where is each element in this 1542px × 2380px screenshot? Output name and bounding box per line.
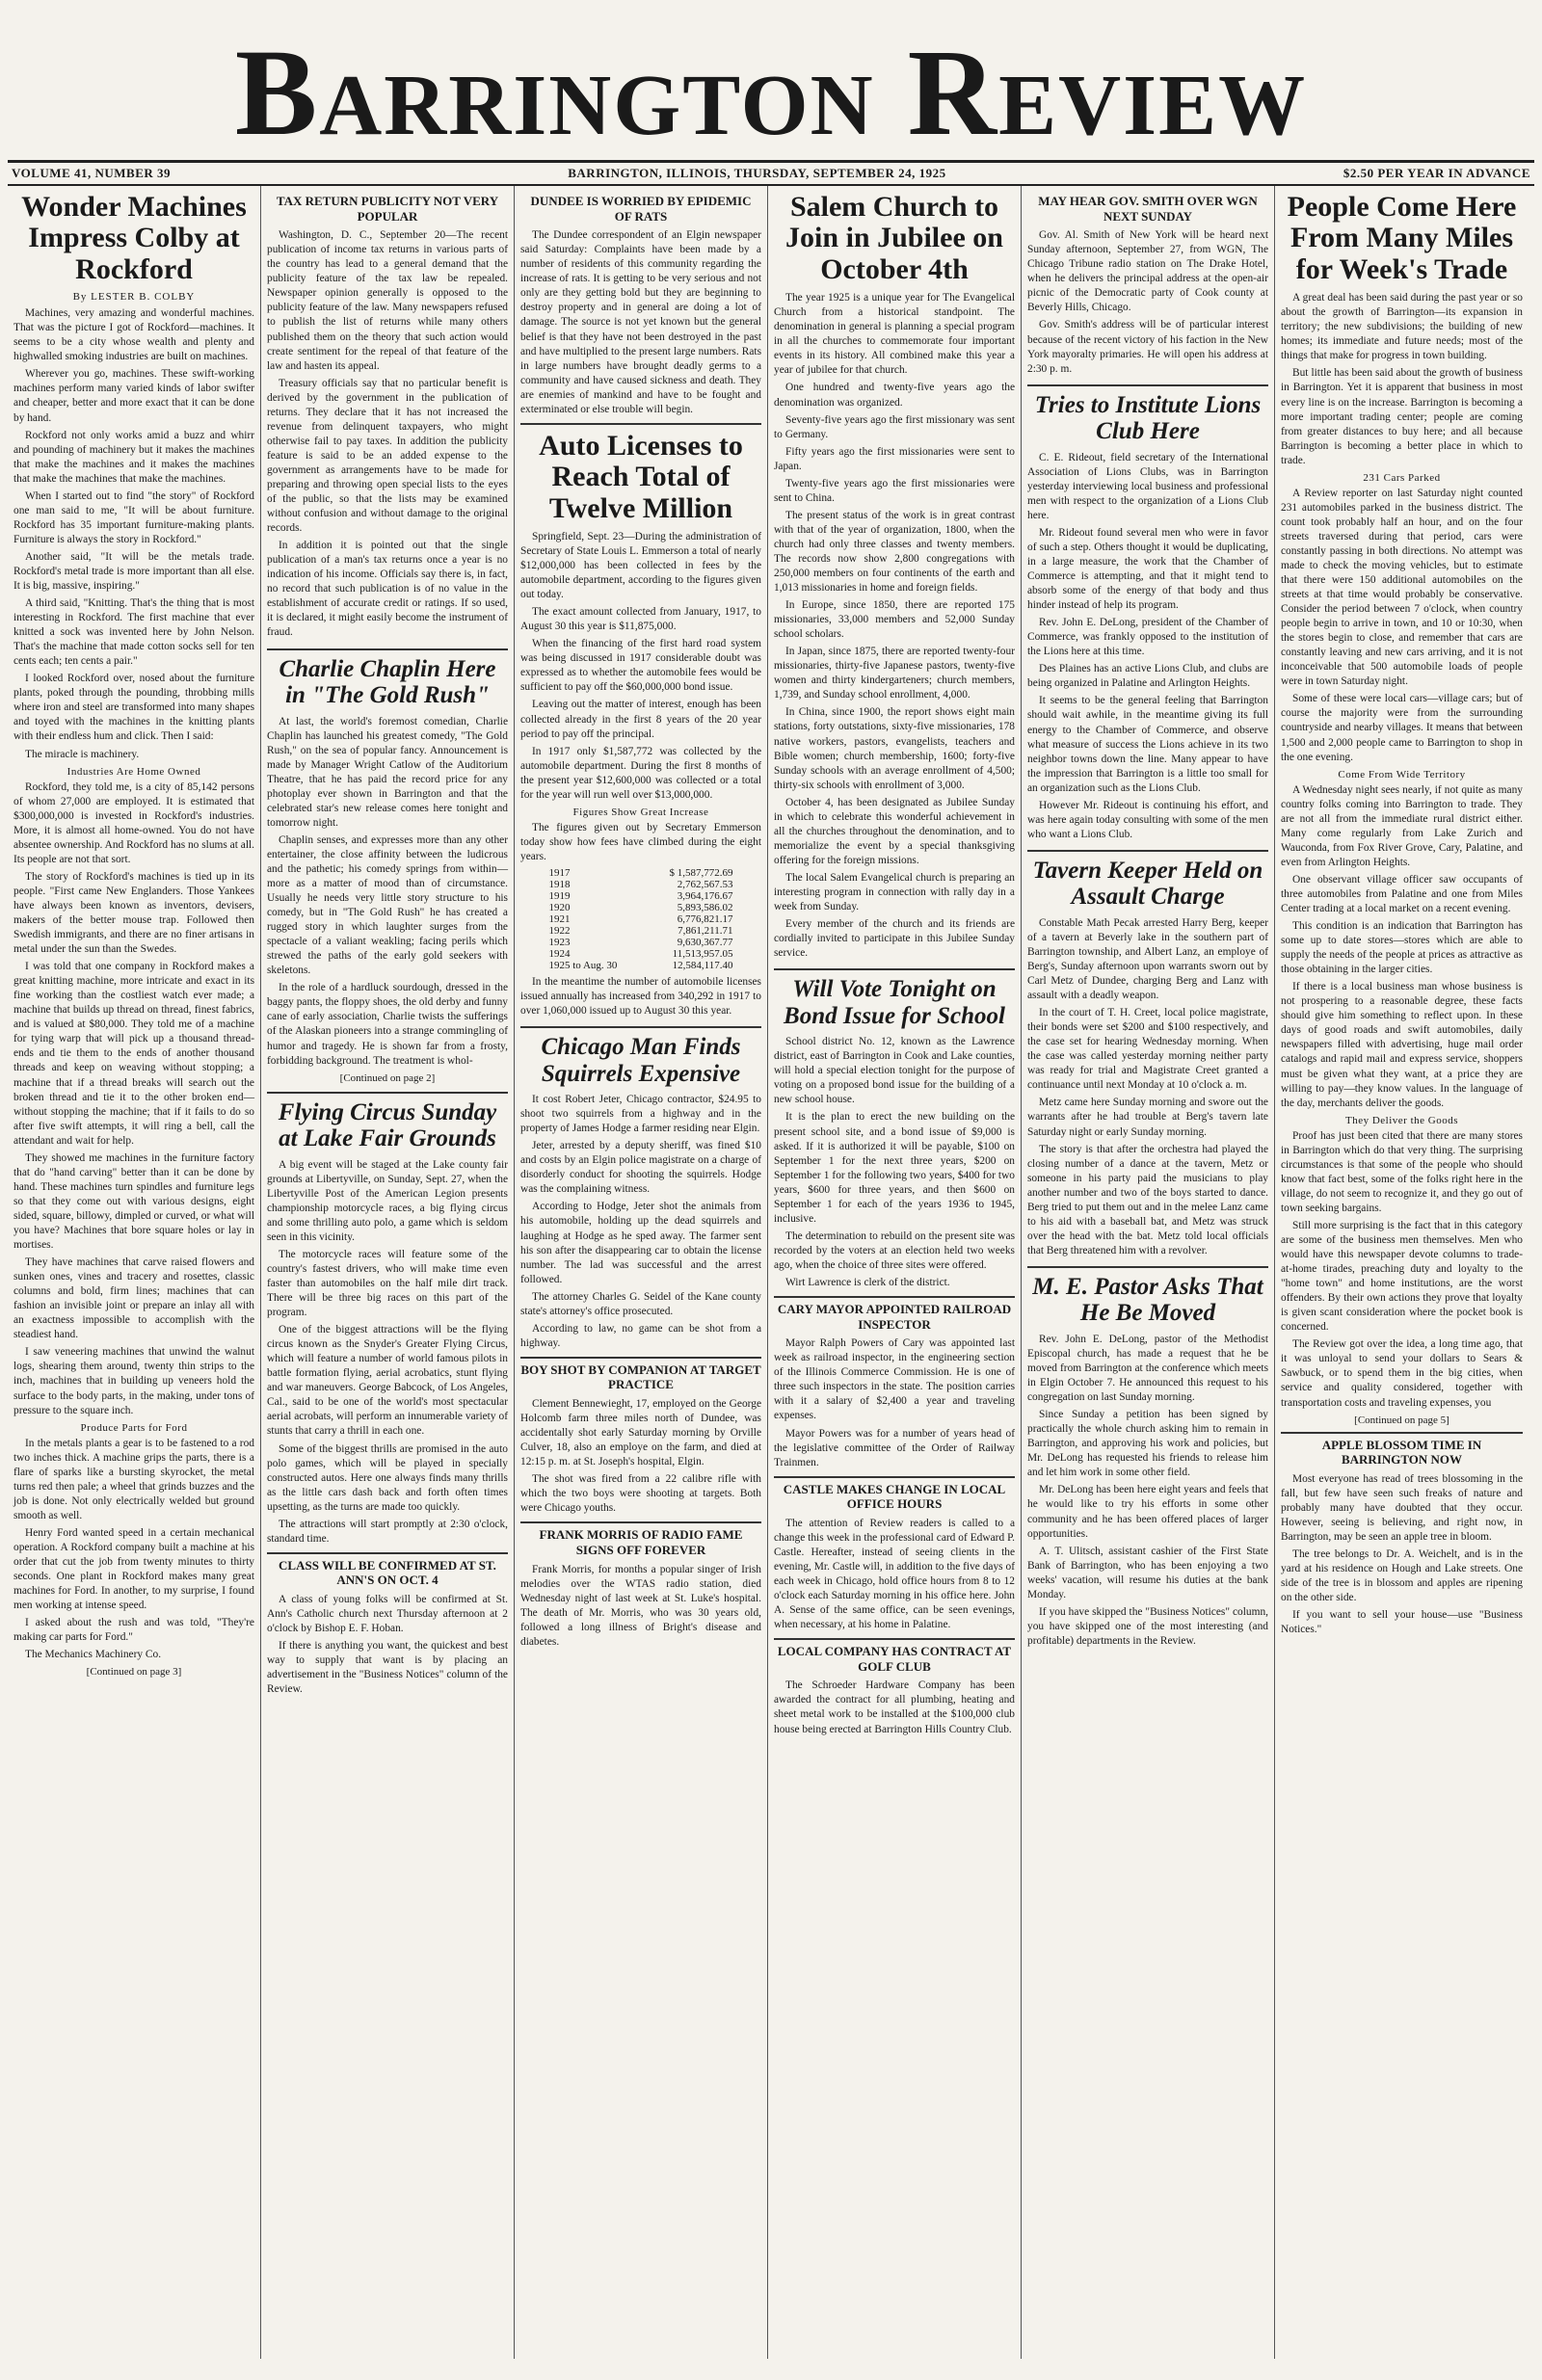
table-row	[547, 913, 735, 925]
paragraph: A Review reporter on last Saturday night counted 231 automobiles parked in the business district. The count took probably half an hour, and on the four streets traversed during that period, cars were constantly passing in both directions. No attempt was made to check the moving vehicles, but to estimate that there were 150 additional automobiles on the streets at that time would probably be conservative. Consider the period between 7 o'clock, when country people begin to arrive in town, and 10 or 10:30, when the stores begin to close, and remember that cars are constantly leaving and new cars arriving, and it is not inconceivable that 500 automobile loads of people were in town Saturday night.	[1281, 487, 1523, 688]
paragraph: Mayor Ralph Powers of Cary was appointed last week as railroad inspector, in the engineering section of the Illinois Commerce Commission. He is one of three such inspectors in the state. The position carries with it a salary of $2,400 a year and traveling expenses.	[774, 1337, 1015, 1422]
paragraph: Rev. John E. DeLong, president of the Chamber of Commerce, was frankly opposed to the institution of the Lions here at this time.	[1027, 617, 1268, 658]
paragraph: Twenty-five years ago the first missionaries were sent to China.	[774, 477, 1015, 504]
paragraph: If there is a local business man whose business is not prospering to a reasonable degree, these facts should give him something to reflect upon. In these days of good roads and swift automobiles, daily newspapers filled with advertising, huge mail order catalogs and rapid mail and express service, shoppers must be given what they want, at a price they are willing to pay—they know values. In the language of the day, merchants deliver the goods.	[1281, 981, 1523, 1109]
headline: Chicago Man Finds Squirrels Expensive	[520, 1026, 761, 1087]
article-dundee-rats	[520, 194, 761, 417]
paragraph: It cost Robert Jeter, Chicago contractor, $24.95 to shoot two squirrels from a highway and in the property of James Hodge a farmer residing near Elgin.	[520, 1094, 761, 1135]
article-squirrels	[520, 1026, 761, 1351]
article-tax-return	[267, 194, 508, 641]
table-row	[547, 925, 735, 937]
subscription-price: $2.50 PER YEAR IN ADVANCE	[1343, 166, 1530, 180]
amount-cell: 11,513,957.05	[672, 947, 733, 960]
paragraph: Rockford, they told me, is a city of 85,142 persons of whom 27,000 are employed. It is estimated that $300,000,000 is invested in Rockford's industries. More, it is almost all home-owned. You do not have absentee ownership. And Rockford has no slums at all. Its people are not that sort.	[13, 780, 254, 865]
subheading: Industries Are Home Owned	[66, 765, 201, 778]
paragraph: I saw veneering machines that unwind the walnut logs, shearing them around, twenty thin strips to the inch, machines that in building up veneers hold the surface to the body parts, in the making, under tons of pressure to the square inch.	[13, 1346, 254, 1416]
dateline	[8, 160, 1534, 186]
paragraph: In the court of T. H. Creet, local police magistrate, their bonds were set $200 and $100 respectively, and the case set for hearing Wednesday morning. When the case was called yesterday morning neither party was ready for trial and Magistrate Creet granted a continuance until next Monday at 10 o'clock a. m.	[1027, 1007, 1268, 1092]
paragraph: The Mechanics Machinery Co.	[25, 1649, 162, 1661]
headline: CASTLE MAKES CHANGE IN LOCAL OFFICE HOURS	[774, 1476, 1015, 1512]
column-4	[768, 186, 1022, 2359]
amount-cell: 12,584,117.40	[672, 959, 733, 971]
paragraph: When the financing of the first hard road system was being discussed in 1917 considerable doubt was expressed as to whether the automobile fees would be sufficient to pay off the $60,000,000 bond issue.	[520, 638, 761, 694]
column-2	[261, 186, 515, 2359]
paragraph: When I started out to find "the story" of Rockford one man said to me, "It will be about furniture. Rockford has 35 important furniture-making plants. Furniture is always the story in Rockford."	[13, 489, 254, 545]
paragraph: The year 1925 is a unique year for The Evangelical Church from a historical standpoint. The denomination in general is planning a special program in all the churches to commemorate four important events in its history. All combined make this year a year of jubilee for that church.	[774, 292, 1015, 377]
paragraph: The attention of Review readers is called to a change this week in the professional card of Edward P. Castle. Hereafter, instead of seeing clients in the evening, Mr. Castle will, in addition to the five days of each week in Chicago, hold office hours from 8 to 12 o'clock each Saturday morning in his office here. John A. Sense of the same office, can be seen evenings, when necessary, at his home in Palatine.	[774, 1517, 1015, 1631]
column-5	[1022, 186, 1275, 2359]
amount-cell: 6,776,821.17	[677, 912, 733, 925]
headline: Flying Circus Sunday at Lake Fair Grounds	[267, 1092, 508, 1152]
paragraph: A class of young folks will be confirmed at St. Ann's Catholic church next Thursday afternoon at 2 o'clock by Bishop E. F. Hoban.	[267, 1594, 508, 1635]
paragraph: Machines, very amazing and wonderful machines. That was the picture I got of Rockford—machines. It seems to be a city whose wealth and plenty and highwalled smoking industries are built on machines.	[13, 307, 254, 363]
paragraph: Still more surprising is the fact that in this category are some of the business men themselves. Men who would have this newspaper devote columns to trade-at-home tirades, preaching duty and loyalty to the "home town" and home institutions, are the worst offenders. By their own actions they prove that loyalty is given scant consideration where the pocket book is concerned.	[1281, 1219, 1523, 1334]
subheading: Come From Wide Territory	[1338, 768, 1466, 780]
column-6	[1275, 186, 1529, 2359]
paragraph: In the metals plants a gear is to be fastened to a rod two inches thick. A machine grips the parts, there is a flare of sparks like a bursting skyrocket, the metal turns red then pale; a wheel that grinds buzzes and the job is done. Not only electrically welded but ground smooth as well.	[13, 1437, 254, 1521]
table-row	[547, 960, 735, 971]
paragraph: If there is anything you want, the quickest and best way to supply that want is by placing an advertisement in the "Business Notices" column of the Review.	[267, 1640, 508, 1696]
article-me-pastor	[1027, 1266, 1268, 1649]
paragraph: It seems to be the general feeling that Barrington should wait awhile, in the meantime giving its full energy to the Chamber of Commerce, and observe what measure of success the Lions achieve in its two neighbor towns down the line. Many appear to have the impression that Barrington is a little too small for an organization such as the Lions Club.	[1027, 695, 1268, 794]
paragraph: Most everyone has read of trees blossoming in the fall, but few have seen such freaks of nature and probably many have doubted that they occur. However, seeing is believing, and right now, in Barrington, may be seen an apple tree in bloom.	[1281, 1472, 1523, 1543]
year-cell: 1919	[548, 889, 571, 902]
paragraph: A third said, "Knitting. That's the thing that is most interesting in Rockford. The first machine that ever knitted a sock was invented here by John Nelson. That's the machine that made cotton socks sell for ten cents each; ten cents a pair."	[13, 597, 254, 668]
paragraph: Proof has just been cited that there are many stores in Barrington which do that very thing. The surprising circumstances is that some of the people who should know that fact best, some of the folks right here in the village, do not seem to recognize it, and they go out of town seeking bargains.	[1281, 1129, 1523, 1214]
paragraph: At last, the world's foremost comedian, Charlie Chaplin has launched his greatest comedy, "The Gold Rush," on the sea of popular fancy. Announcement is made by Manager Wright Catlow of the Auditorium Theatre, that he has paid the record price for any photoplay ever shown in Barrington and that the celebrated star's new release comes here tonight and tomorrow night.	[267, 715, 508, 829]
paragraph: Every member of the church and its friends are cordially invited to participate in this Jubilee Sunday service.	[774, 918, 1015, 960]
paragraph: One hundred and twenty-five years ago the denomination was organized.	[774, 382, 1015, 409]
paragraph: Mayor Powers was for a number of years head of the legislative committee of the Order of Railway Trainmen.	[774, 1427, 1015, 1468]
paragraph: Jeter, arrested by a deputy sheriff, was fined $10 and costs by an Elgin police magistrate on a charge of disorderly conduct for shooting the squirrels. Hodge was the complaining witness.	[520, 1140, 761, 1196]
article-boy-shot	[520, 1357, 761, 1517]
paragraph: Leaving out the matter of interest, enough has been collected already in the first 8 years of the 20 year period to pay off the principal.	[520, 699, 761, 740]
columns	[8, 186, 1534, 2359]
amount-cell: 2,762,567.53	[677, 878, 733, 890]
year-cell: 1921	[548, 912, 571, 925]
paragraph: A great deal has been said during the past year or so about the growth of Barrington—its expansion in territory; the new subdivisions; the building of new homes; its immediate and future needs; most of the things that make for progress in town building.	[1281, 292, 1523, 362]
headline: FRANK MORRIS OF RADIO FAME SIGNS OFF FOREVER	[520, 1521, 761, 1557]
paragraph: In the meantime the number of automobile licenses issued annually has increased from 340,292 in 1917 to over 1,060,000 issued up to August 30 this year.	[520, 975, 761, 1018]
headline: CLASS WILL BE CONFIRMED AT ST. ANN'S ON OCT. 4	[267, 1552, 508, 1588]
article-auto-licenses	[520, 423, 761, 1018]
article-frank-morris	[520, 1521, 761, 1649]
headline: Will Vote Tonight on Bond Issue for School	[774, 968, 1015, 1029]
table-row	[547, 937, 735, 948]
volume-number: VOLUME 41, NUMBER 39	[12, 166, 172, 180]
paragraph: Gov. Al. Smith of New York will be heard next Sunday afternoon, September 27, from WGN, The Chicago Tribune radio station on The Drake Hotel, when he delivers the principal address at the open-air picnic of the Democratic party of Cook county at Beverly Hills, Chicago.	[1027, 229, 1268, 314]
paragraph: The local Salem Evangelical church is preparing an interesting program in connection with rally day in a week from Sunday.	[774, 871, 1015, 913]
table-row	[547, 890, 735, 902]
headline: Charlie Chaplin Here in "The Gold Rush"	[267, 648, 508, 709]
headline: TAX RETURN PUBLICITY NOT VERY POPULAR	[276, 194, 499, 224]
table-row	[547, 902, 735, 913]
article-flying-circus	[267, 1092, 508, 1547]
paragraph: The determination to rebuild on the present site was recorded by the voters at an election held two weeks ago, when the choice of three sites were offered.	[774, 1230, 1015, 1271]
paragraph: Metz came here Sunday morning and swore out the warrants after he had trouble at Berg's tavern late Saturday night or early Sunday morning.	[1027, 1097, 1268, 1138]
headline: APPLE BLOSSOM TIME IN BARRINGTON NOW	[1281, 1432, 1523, 1468]
paragraph: School district No. 12, known as the Lawrence district, east of Barrington in Cook and Lake counties, will hold a special election tonight for the purpose of voting on a proposed bond issue for the building of a new school house.	[774, 1036, 1015, 1106]
amount-cell: 3,964,176.67	[677, 889, 733, 902]
paragraph: In China, since 1900, the report shows eight main stations, forty outstations, sixty-five missionaries, 178 native workers, pastors, evangelists, teachers and Bible women; church membership, 1600; forty-five Sunday schools with an average enrollment of 4,500; thirty-six schools with enrollment of 3,000.	[774, 706, 1015, 791]
paragraph: If you want to sell your house—use "Business Notices."	[1281, 1609, 1523, 1636]
headline: BOY SHOT BY COMPANION AT TARGET PRACTICE	[520, 1357, 761, 1392]
paragraph: Springfield, Sept. 23—During the administration of Secretary of State Louis L. Emmerson a total of nearly $12,000,000 has been collected in fees by the automobile department, according to the figures given out today.	[520, 530, 761, 601]
paragraph: Wirt Lawrence is clerk of the district.	[785, 1276, 950, 1288]
paragraph: They showed me machines in the furniture factory that do "hand carving" better than it can be done by hand. These machines turn spindles and furniture legs so that they come out with various designs, eight sided, square, billowy, dimpled or curved, or what will you have? Machines that bore square holes or lay in mortises.	[13, 1151, 254, 1252]
article-golf-club	[774, 1638, 1015, 1736]
place-date: BARRINGTON, ILLINOIS, THURSDAY, SEPTEMBER 24, 1925	[568, 166, 946, 180]
year-cell: 1922	[548, 924, 571, 937]
continued-note: [Continued on page 5]	[1354, 1414, 1449, 1426]
article-confirmation	[267, 1552, 508, 1698]
license-fees-table	[547, 867, 735, 971]
paragraph: The story of Rockford's machines is tied up in its people. "First came New Englanders. Those Yankees have always been known as inventors, devisers, makers of the better mouse trap. Followed then Swedish immigrants, and there are no finer artisans in metal under the sun than the Swedes.	[13, 870, 254, 956]
paragraph: This condition is an indication that Barrington has some up to date stores—stores which are able to supply the needs of the people at prices as attractive as those obtaining in the larger cities.	[1281, 920, 1523, 976]
headline: People Come Here From Many Miles for Week's Trade	[1287, 191, 1517, 285]
paragraph: Gov. Smith's address will be of particular interest because of the recent victory of his faction in the New York mayoralty primaries. He will open his address at 2:30 p. m.	[1027, 319, 1268, 375]
paragraph: Since Sunday a petition has been signed by practically the whole church asking him to remain in Barrington, and approving his work and policies, but Mr. DeLong has requested his friends to release him and let him work in some other field.	[1027, 1409, 1268, 1479]
paragraph: The story is that after the orchestra had played the closing number of a dance at the tavern, Metz or someone in his party paid the musicians to play another number and two of the boys started to dance. Berg tried to put them out and in the melee Lanz came to his aid with a baseball bat, and Metz was struck over the head with the bat. Metz told local officials that Berg threatened him with a revolver.	[1027, 1143, 1268, 1256]
paragraph: Mr. Rideout found several men who were in favor of such a step. Others thought it would be duplicating, in a large measure, the work that the Chamber of Commerce is attempting, and that it might tend to absorb some of the energy of that body and thus hinder instead of help its program.	[1027, 526, 1268, 612]
headline: CARY MAYOR APPOINTED RAILROAD INSPECTOR	[774, 1296, 1015, 1332]
year-cell: 1920	[548, 901, 571, 913]
paragraph: I was told that one company in Rockford makes a great knitting machine, more intricate and exact in its fine working than the costliest watch ever made; a machine that builds up thread on thread, finest fabrics, and is valued at $80,000. They told me of a machine for tying warp that will pick up a thousand thread-ends and tie them to the ends of another thousand threads and keep on weaving without stopping; a machine that if a thread breaks will search out the broken thread and tie it to the other broken end—without stopping the machine; that if it fails to do so after five swift attempts, it will ring a bell, call the attendant and wait for help.	[13, 961, 254, 1147]
year-cell: 1923	[548, 936, 571, 948]
amount-cell: 7,861,211.71	[678, 924, 733, 937]
article-gov-smith	[1027, 194, 1268, 377]
paragraph: Washington, D. C., September 20—The recent publication of income tax returns in various parts of the country has lead to a general demand that the publicity feature of the tax law be repealed. Newspaper opinion generally is opposed to the publicity feature of the law. Many newspapers refused to publish the list of returns while many others published them on the theory that such action would create sentiment for the repeal of that feature of the law and hasten its appeal.	[267, 229, 508, 372]
article-tavern-keeper	[1027, 850, 1268, 1258]
paragraph: In addition it is pointed out that the single publication of a man's tax returns once a year is no indication of his income. Officials say there is, in fact, no record that such publication is of no value in the establishment of accurate credit or ratings. If so used, it is declared, it might easily become the instrument of fraud.	[267, 540, 508, 639]
paragraph: A big event will be staged at the Lake county fair grounds at Libertyville, on Sunday, Sept. 27, when the Libertyville Post of the American Legion presents championship motorcycle races, a big flying circus and some thrilling auto polo, a game which is seldom seen in this vicinity.	[267, 1158, 508, 1243]
subheading: They Deliver the Goods	[1345, 1114, 1458, 1126]
article-castle-hours	[774, 1476, 1015, 1633]
article-people-come-here	[1281, 192, 1523, 1426]
paragraph: I looked Rockford over, nosed about the furniture plants, poked through the pounding, throbbing mills where iron and steel are transformed into many shapes and toyed with the machines in the knitting plants with their endless hum and click. Then I said:	[13, 673, 254, 743]
paragraph: The shot was fired from a 22 calibre rifle with which the two boys were shooting at targets. Both were Chicago youths.	[520, 1473, 761, 1515]
paragraph: The attractions will start promptly at 2:30 o'clock, standard time.	[267, 1518, 508, 1545]
headline: LOCAL COMPANY HAS CONTRACT AT GOLF CLUB	[774, 1638, 1015, 1674]
paragraph: According to law, no game can be shot from a highway.	[520, 1322, 761, 1349]
headline: Auto Licenses to Reach Total of Twelve Million	[520, 423, 761, 524]
article-apple-blossom	[1281, 1432, 1523, 1638]
paragraph: Frank Morris, for months a popular singer of Irish melodies over the WTAS radio station, died Wednesday night of last week at St. Luke's hospital. The death of Mr. Morris, who was 30 years old, followed a long illness of Bright's disease and diabetes.	[520, 1563, 761, 1648]
paragraph: Constable Math Pecak arrested Harry Berg, keeper of a tavern at Beverly lake in the southern part of Barrington township, and Albert Lanz, an employe of Berg's, Sunday afternoon upon warrants sworn out by Carl Metz of Dundee, charging Berg and Lanz with assault with a deadly weapon.	[1027, 916, 1268, 1002]
paragraph: The present status of the work is in great contrast with that of the year of organization, 1800, when the church had only three classes and twenty members. The records now show 2,800 congregations with 250,000 members on four continents of the earth and 1,013 missionaries in home and foreign fields.	[774, 509, 1015, 595]
paragraph: One observant village officer saw occupants of three automobiles from Palatine and one from Miles Center trading at a local market on a recent evening.	[1281, 873, 1523, 914]
headline: M. E. Pastor Asks That He Be Moved	[1027, 1266, 1268, 1327]
headline: Tavern Keeper Held on Assault Charge	[1027, 850, 1268, 911]
paragraph: The Schroeder Hardware Company has been awarded the contract for all plumbing, heating and sheet metal work to be installed at the $100,000 club house being erected at Barrington Hills Country Club.	[774, 1679, 1015, 1735]
table-row	[547, 867, 735, 879]
headline: Salem Church to Join in Jubilee on October 4th	[785, 191, 1003, 285]
paragraph: The attorney Charles G. Seidel of the Kane county state's attorney's office prosecuted.	[520, 1290, 761, 1317]
paragraph: If you have skipped the "Business Notices" column, you have skipped one of the most interesting (and profitable) departments in the Review.	[1027, 1605, 1268, 1647]
paragraph: In Japan, since 1875, there are reported twenty-four missionaries, thirty-five Japanese pastors, twenty-five women and thirty kindergarteners; church members, 1,739, and Sunday school enrollment, 4,000.	[774, 646, 1015, 701]
amount-cell: 5,893,586.02	[677, 901, 733, 913]
paragraph: Mr. DeLong has been here eight years and feels that he would like to try his efforts in some other community and he has been offered places of larger opportunities.	[1027, 1484, 1268, 1540]
year-cell: 1925 to Aug. 30	[548, 959, 618, 971]
paragraph: Chaplin senses, and expresses more than any other entertainer, the close affinity between the ludicrous and the pathetic; his comedy springs from within—more as a matter of mood than of circumstance. Usually he needs very little story structure to his comedy, but in "The Gold Rush" he has created a rugged story in which laughter surges from the spectacle of a valiant weakling; facing perils which strewed the paths of the early gold seekers with skeletons.	[267, 833, 508, 977]
headline: Tries to Institute Lions Club Here	[1027, 384, 1268, 445]
article-wonder-machines	[13, 192, 254, 1678]
paragraph: The Review got over the idea, a long time ago, that it was unloyal to send your dollars to Sears & Sawbuck, or to spend them in the big cities, when service and quality considered, together with transportation costs and traveling expenses, you	[1281, 1338, 1523, 1409]
paragraph: But little has been said about the growth of business in Barrington. Yet it is apparent that business in most every line is on the increase. Barrington is becoming a more important trading center; people are coming from greater distances to buy here; and all because Barrington is becoming a better place in which to trade.	[1281, 367, 1523, 466]
paragraph: The exact amount collected from January, 1917, to August 30 this year is $11,875,000.	[520, 606, 761, 633]
paragraph: Seventy-five years ago the first missionary was sent to Germany.	[774, 413, 1015, 440]
paragraph: The motorcycle races will feature some of the country's fastest drivers, who will make time even faster than automobiles on the half mile dirt track. There will be three big races on this part of the program.	[267, 1248, 508, 1319]
continued-note: [Continued on page 3]	[86, 1666, 182, 1679]
paragraph: Rockford not only works amid a buzz and whirr and pounding of machinery but it makes the machines that make the machines and it makes the machines that make the machines that make the machines.	[13, 429, 254, 485]
paragraph: In 1917 only $1,587,772 was collected by the automobile department. During the first 8 months of the present year $12,600,000 was collected or a total for the year will run well over $13,000,000.	[520, 745, 761, 801]
paragraph: Some of these were local cars—village cars; but of course the majority were from the surrounding countryside and nearby villages. It means that between 1,500 and 2,000 people came to Barrington to shop in the one evening.	[1281, 693, 1523, 763]
table-row	[547, 879, 735, 890]
headline: Wonder Machines Impress Colby at Rockford	[21, 191, 247, 285]
paragraph: Fifty years ago the first missionaries were sent to Japan.	[774, 445, 1015, 472]
paragraph: Some of the biggest thrills are promised in the auto polo games, which will be played in specially constructed autos. Here one always finds many thrills as the little cars dash back and forth often times upsetting, as the turns are made too quickly.	[267, 1442, 508, 1513]
paragraph: One of the biggest attractions will be the flying circus known as the Snyder's Greater Flying Circus, which will feature a number of world famous pilots in battle formation flying, aerial acrobatics, stunt flying and war maneuvers. George Babcock, of Los Angeles, Cal., said to be one of the world's most spectacular aerial acrobats, will perform an innumerable variety of stunts that carry a thrill in each one.	[267, 1324, 508, 1438]
paragraph: A. T. Ulitsch, assistant cashier of the First State Bank of Barrington, who has been enjoying a two weeks' vacation, will resume his duties at the bank Monday.	[1027, 1545, 1268, 1600]
continued-note: [Continued on page 2]	[339, 1071, 436, 1084]
year-cell: 1918	[548, 878, 571, 890]
paragraph: Another said, "It will be the metals trade. Rockford's metal trade is more important than all else. It is big, massive, inspiring."	[13, 550, 254, 593]
year-cell: 1924	[548, 947, 571, 960]
paragraph: The miracle is machinery.	[25, 748, 140, 760]
paragraph: The Dundee correspondent of an Elgin newspaper said Saturday: Complaints have been made by a number of residents of this community regarding the increase of rats. It is getting to be very serious and not only are they getting bold but they are beginning to destroy property and in general are doing a lot of damage. The source is not yet known but the general belief is that they have not been destroyed in the past and have multiplied to the present large numbers. Rats in large numbers have brought deadly germs to a community and have caused sickness and death. They are enemies of mankind and have to be fought and exterminated or else trouble will begin.	[520, 229, 761, 415]
article-lions-club	[1027, 384, 1268, 842]
masthead: Barrington Review	[234, 24, 1308, 161]
article-cary-mayor	[774, 1296, 1015, 1470]
paragraph: Treasury officials say that no particular benefit is derived by the government in the publication of returns. They declare that it has not increased the revenue from delinquent taxpayers, who might otherwise fail to pay taxes. In addition the publicity feature is said to be an added expense to the government as arrangements have to be made for preparing and throwing open special lists to the eyes of the public, so that the lists may be examined without confusion and without damage to the original records.	[267, 377, 508, 535]
paragraph: Henry Ford wanted speed in a certain mechanical operation. A Rockford company built a machine at his order that cut the job from twenty minutes to thirty seconds. One plant in Rockford makes many great machines for Ford. In another, to my surprise, I found men working at intense speed.	[13, 1526, 254, 1612]
paragraph: The tree belongs to Dr. A. Weichelt, and is in the yard at his residence on Hough and Lake streets. One side of the tree is in blossom and apples are ripening on the other side.	[1281, 1547, 1523, 1604]
paragraph: However Mr. Rideout is continuing his effort, and was here again today consulting with some of the men who want a Lions Club.	[1027, 799, 1268, 840]
paragraph: The figures given out by Secretary Emmerson today show how fees have climbed during the eight years.	[520, 821, 761, 862]
amount-cell: $ 1,587,772.69	[669, 866, 733, 879]
paragraph: A Wednesday night sees nearly, if not quite as many country folks coming into Barrington to trade. They are not all from the immediate rural district either. Many come regularly from Lake Zurich and Wauconda, from Fox River Grove, Cary, Palatine, and even from Arlington Heights.	[1281, 783, 1523, 868]
paragraph: I asked about the rush and was told, "They're making car parts for Ford."	[13, 1617, 254, 1644]
paragraph: In the role of a hardluck sourdough, dressed in the baggy pants, the floppy shoes, the old derby and funny cane of early association, Charlie twists the sufferings of the Alaskan pioneers into a strange commingling of humor and tragedy. He is shown far from a frosty, forbidding background. The treatment is whol-	[267, 982, 508, 1067]
subheading: Figures Show Great Increase	[572, 806, 709, 818]
subheading: Produce Parts for Ford	[80, 1421, 188, 1434]
headline: MAY HEAR GOV. SMITH OVER WGN NEXT SUNDAY	[1038, 194, 1258, 224]
year-cell: 1917	[548, 866, 571, 879]
article-chaplin	[267, 648, 508, 1084]
paragraph: Clement Bennewieght, 17, employed on the George Holcomb farm three miles north of Dundee, was accidentally shot early Saturday morning by Orville Culver, 18, also an employe on the farm, and died at 12:15 p. m. at St. Joseph's hospital, Elgin.	[520, 1398, 761, 1468]
article-school-bond	[774, 968, 1015, 1290]
column-1	[8, 186, 261, 2359]
column-3	[515, 186, 768, 2359]
subheading: 231 Cars Parked	[1363, 471, 1441, 484]
byline: By LESTER B. COLBY	[72, 291, 196, 304]
paragraph: They have machines that carve raised flowers and sunken ones, vines and tracery and rosettes, classic columns and bold, firm lines; machines that can fashion an invisible joint or prepare an inlay all with an exactness impossible to accomplish with the steadiest hand.	[13, 1256, 254, 1341]
paragraph: Des Plaines has an active Lions Club, and clubs are being organized in Palatine and Arlington Heights.	[1027, 663, 1268, 690]
table-row	[547, 948, 735, 960]
paragraph: It is the plan to erect the new building on the present school site, and a bond issue of $9,000 is asked. If it is authorized it will be payable, $100 on September 1 for the next three years, $200 on September 1 for the following two years, $400 for two years, $600 for three years, and then $600 on September 1 for each of the years 1936 to 1945, inclusive.	[774, 1111, 1015, 1225]
paragraph: According to Hodge, Jeter shot the animals from his automobile, holding up the dead squirrels and laughing at Hodge as he sped away. The farmer sent his son after the disappearing car to obtain the license number. The lad was successful and the arrest followed.	[520, 1201, 761, 1285]
article-salem-church	[774, 192, 1015, 961]
paragraph: In Europe, since 1850, there are reported 175 missionaries, 33,000 members and 52,000 Sunday school scholars.	[774, 599, 1015, 641]
paragraph: C. E. Rideout, field secretary of the International Association of Lions Clubs, was in Barrington yesterday interviewing local business and professional men with respect to the organization of a Lions Club here.	[1027, 451, 1268, 521]
paragraph: Wherever you go, machines. These swift-working machines perform many varied kinds of labor swifter and cheaper, better and more exact that it can be done by hand.	[13, 368, 254, 424]
paragraph: October 4, has been designated as Jubilee Sunday in which to celebrate this wonderful achievement in all the churches throughout the denomination, and to memorialize the event by a special thanksgiving offering for the foreign missions.	[774, 796, 1015, 866]
paragraph: Rev. John E. DeLong, pastor of the Methodist Episcopal church, has made a request that he be moved from Barrington at the conference which meets in Elgin October 7. He announced this request to his congregation on last Sunday morning.	[1027, 1333, 1268, 1404]
headline: DUNDEE IS WORRIED BY EPIDEMIC OF RATS	[530, 194, 752, 224]
amount-cell: 9,630,367.77	[677, 936, 733, 948]
